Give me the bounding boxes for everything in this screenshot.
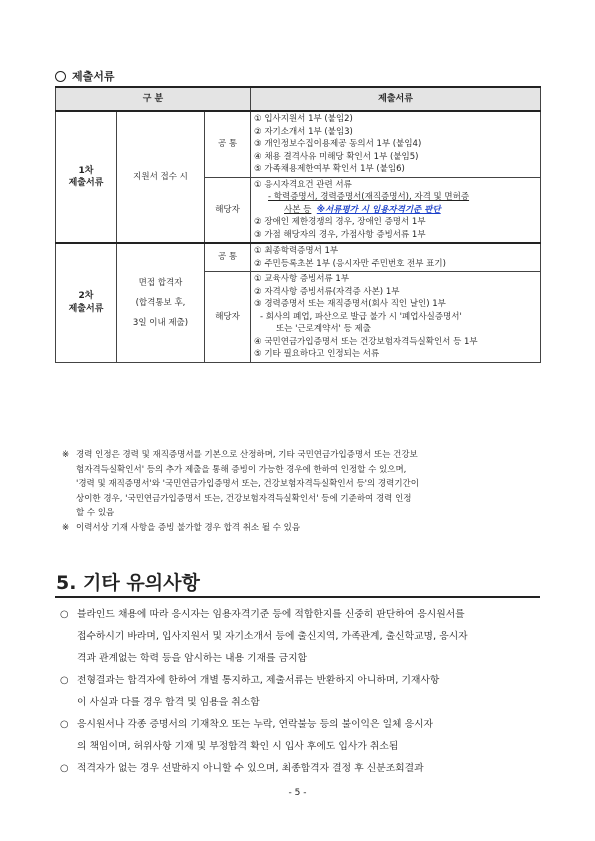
- list-item: ④ 국민연금가입증명서 또는 건강보험자격득실확인서 등 1부: [254, 336, 478, 347]
- list-item: ① 응시자격요건 관련 서류: [254, 179, 352, 190]
- note-line: '경력 및 재직증명서'와 '국민연금가입증명서 또는, 건강보험자격득실확인서 등'의 경력기간이: [76, 479, 419, 489]
- list-item: ○ 블라인드 채용에 따라 응시자는 임용자격기준 등에 적합한지를 신중히 판단하여 응시원서를 접수하시기 바라며, 입사지원서 및 자기소개서 등에 출신지역, 가족관계, 출신학교명, 응시자 격과 관계없는 학력 등을 암시하는 내용 기재를 금지함: [60, 604, 540, 670]
- first-applicable-docs: [251, 177, 541, 243]
- table-notes: [62, 448, 540, 535]
- first-round-label: 1차 제출서류: [56, 111, 117, 243]
- note-mark-icon: ※: [62, 522, 70, 533]
- notice-list: [60, 604, 540, 780]
- list-item: ② 주민등록초본 1부 (응시자만 주민번호 전부 표기): [254, 258, 446, 269]
- circle-bullet-icon: [55, 71, 66, 82]
- second-common-label: 공 통: [205, 243, 251, 272]
- list-subitem: 사본 등 ※서류평가 시 임용자격기준 판단: [284, 204, 441, 215]
- table-row: [56, 111, 541, 177]
- submission-documents-table: [55, 86, 541, 363]
- list-item: ① 교육사항 증빙서류 1부: [254, 274, 350, 284]
- list-item: ○ 전형결과는 합격자에 한하여 개별 통지하고, 제출서류는 반환하지 아니하며, 기재사항 이 사실과 다를 경우 합격 및 임용을 취소함: [60, 670, 540, 714]
- note-item: [62, 521, 540, 536]
- note-line: 험자격득실확인서' 등의 추가 제출을 통해 증빙이 가능한 경우에 한하여 인정할 수 있으며,: [76, 464, 407, 475]
- header-category: 구 분: [56, 87, 251, 111]
- page-heading: 5. 기타 유의사항: [56, 572, 200, 594]
- list-item: ③ 개인정보수집이용제공 동의서 1부 (붙임4): [254, 139, 422, 149]
- note-line: 할 수 있음: [76, 508, 115, 518]
- list-subitem: 또는 '근로계약서' 등 제출: [276, 324, 371, 334]
- list-item: ○ 응시원서나 각종 증명서의 기재착오 또는 누락, 연락불능 등의 불이익은 일체 응시자 의 책임이며, 허위사항 기재 및 부정합격 확인 시 입사 후에도 입사가 취소됨: [60, 714, 540, 758]
- second-common-docs: [251, 243, 541, 272]
- list-item: ④ 채용 결격사유 미해당 확인서 1부 (붙임5): [254, 151, 419, 162]
- second-applicable-docs: [251, 272, 541, 363]
- circle-bullet-icon: ○: [60, 763, 69, 774]
- list-item: ③ 가점 해당자의 경우, 가점사항 증빙서류 1부: [254, 229, 426, 240]
- list-item: ② 자기소개서 1부 (붙임3): [254, 126, 353, 137]
- page-number: - 5 -: [288, 788, 307, 798]
- heading-divider: [55, 596, 540, 598]
- table-header-row: [56, 87, 541, 111]
- note-line: 이력서상 기재 사항을 증빙 불가할 경우 합격 취소 될 수 있음: [76, 522, 301, 533]
- circle-bullet-icon: ○: [60, 719, 69, 730]
- header-documents: 제출서류: [251, 87, 541, 111]
- list-item: ① 최종학력증명서 1부: [254, 246, 339, 256]
- note-line: 경력 인정은 경력 및 재직증명서를 기본으로 산정하며, 기타 국민연금가입증명서 또는 건강보: [76, 450, 418, 460]
- list-item: ⑤ 가족채용제한여부 확인서 1부 (붙임6): [254, 164, 405, 174]
- list-item: ② 장애인 제한경쟁의 경우, 장애인 증명서 1부: [254, 217, 426, 227]
- list-subitem: - 학력증명서, 경력증명서(재직증명서), 자격 및 면허증: [268, 192, 470, 202]
- emphasis-note: ※서류평가 시 임용자격기준 판단: [316, 204, 441, 215]
- list-item: ① 입사지원서 1부 (붙임2): [254, 114, 353, 124]
- list-item: ③ 경력증명서 또는 재직증명서(회사 직인 날인) 1부: [254, 299, 446, 309]
- first-round-target: 지원서 접수 시: [117, 111, 205, 243]
- circle-bullet-icon: ○: [60, 609, 69, 620]
- table-row: [56, 243, 541, 272]
- section-heading-submission-docs: [55, 68, 115, 84]
- circle-bullet-icon: ○: [60, 675, 69, 686]
- first-common-docs: [251, 111, 541, 177]
- note-item: [62, 448, 540, 521]
- section-title: 제출서류: [72, 70, 115, 83]
- first-applicable-label: 해당자: [205, 177, 251, 243]
- second-applicable-label: 해당자: [205, 272, 251, 363]
- list-item: ② 자격사항 증빙서류(자격증 사본) 1부: [254, 286, 400, 297]
- list-item: ⑤ 기타 필요하다고 인정되는 서류: [254, 349, 380, 359]
- note-line: 상이한 경우, '국민연금가입증명서 또는, 건강보험자격득실확인서' 등에 기준하여 경력 인정: [76, 493, 412, 504]
- list-item: ○ 적격자가 없는 경우 선발하지 아니할 수 있으며, 최종합격자 결정 후 신분조회결과: [60, 758, 540, 780]
- note-mark-icon: ※: [62, 450, 70, 460]
- first-common-label: 공 통: [205, 111, 251, 177]
- second-round-label: 2차 제출서류: [56, 243, 117, 362]
- list-subitem: - 회사의 폐업, 파산으로 발급 불가 시 '폐업사실증명서': [260, 311, 462, 322]
- second-round-target: 면접 합격자 (합격통보 후, 3일 이내 제출): [117, 243, 205, 362]
